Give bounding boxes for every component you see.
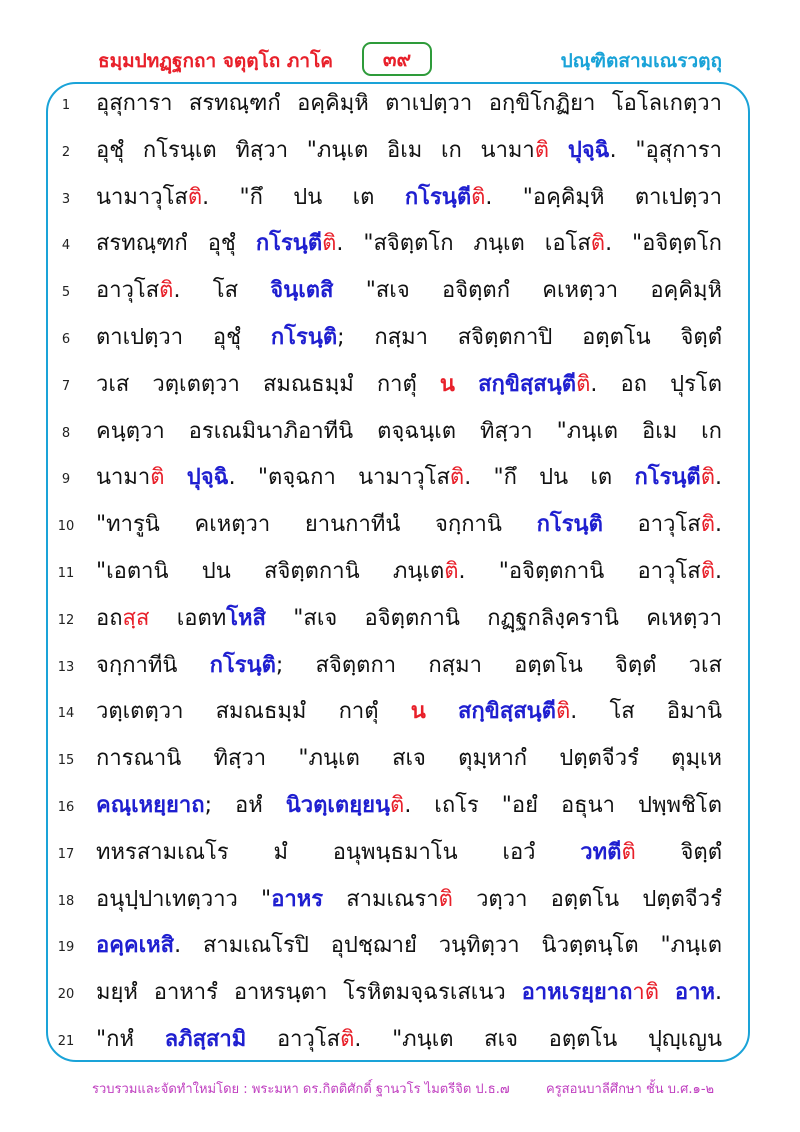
line-number: 8 [61, 425, 71, 441]
text-segment: ตาเปตฺวา อุชุํ [96, 325, 271, 350]
book-title: ธมฺมปทฏฺฐกถา จตุตฺโถ ภาโค [98, 50, 334, 72]
line-text [96, 410, 722, 456]
line-number: 6 [61, 332, 71, 347]
text-line [0, 924, 800, 970]
text-line [0, 410, 800, 456]
story-title: ปณฺฑิตสามเณรวตฺถุ [560, 50, 722, 72]
line-text [96, 503, 722, 549]
line-number: 15 [57, 753, 75, 769]
text-segment: "สเจ อจิตฺตกานิ กฏฺฐกลิงฺครานิ คเหตฺวา [265, 605, 722, 631]
highlight-word: ติ [555, 699, 571, 725]
highlight-word: าติ [632, 980, 660, 1006]
highlight-word: ปุจฺฉิ [186, 465, 229, 491]
line-number: 9 [61, 472, 71, 488]
text-line [0, 269, 800, 315]
text-line [0, 503, 800, 549]
line-text [96, 176, 722, 222]
text-segment: . "กึ ปน เต [202, 184, 405, 210]
line-number: 19 [57, 940, 75, 956]
line-text [96, 550, 722, 596]
text-segment: อนุปฺปาเทตฺวาว " [96, 886, 272, 912]
line-number: 2 [61, 144, 71, 160]
text-segment: . "อจิตฺตโก [605, 231, 722, 257]
line-text [96, 878, 722, 924]
highlight-word: กโรนฺติ [209, 652, 276, 678]
page-number: ๓๙ [362, 42, 432, 76]
highlight-word: ติ [590, 231, 606, 257]
text-line [0, 176, 800, 222]
text-segment: ; กสฺมา สจิตฺตกาปิ อตฺตโน จิตฺตํ [337, 325, 722, 350]
text-segment: สามเณรา [323, 886, 439, 912]
highlight-word: อาหเรยฺยาถ [521, 980, 633, 1006]
text-segment [549, 138, 568, 163]
line-number: 12 [57, 612, 75, 628]
text-segment: . [715, 559, 722, 584]
text-segment: อุชุํ กโรนฺเต ทิสฺวา "ภนฺเต อิเม เก นามา [96, 137, 535, 163]
line-number: 14 [57, 706, 75, 722]
line-text [96, 316, 722, 362]
highlight-word: ลภิสฺสามิ [164, 1027, 247, 1052]
line-text [96, 971, 722, 1017]
highlight-word: ติ [187, 184, 203, 210]
highlight-word: ปุจฺฉิ [567, 137, 610, 163]
highlight-word: วทตี [580, 839, 622, 865]
line-number: 13 [57, 659, 75, 675]
text-segment: . "สจิตฺตโก ภนฺเต เอโส [336, 231, 591, 257]
text-line [0, 737, 800, 783]
text-segment: วตฺวา อตฺตโน ปตฺตจีวรํ [452, 886, 722, 912]
text-segment: จกฺกาทีนิ [96, 652, 210, 678]
text-segment: วเส วตฺเตตฺวา สมณธมฺมํ กาตุํ [96, 371, 440, 397]
text-line [0, 222, 800, 268]
line-text [96, 597, 722, 643]
text-segment [659, 980, 675, 1005]
highlight-word: คณฺเหยฺยาถ [96, 793, 205, 818]
line-number: 20 [57, 987, 75, 1003]
highlight-word: ติ [390, 793, 405, 818]
highlight-word: กโรนฺตี [404, 184, 472, 210]
text-line [0, 456, 800, 502]
text-line [0, 129, 800, 175]
highlight-word: อาห [674, 980, 715, 1006]
text-segment: อาวุโส [96, 278, 160, 304]
line-number: 1 [61, 98, 71, 113]
text-segment: . "ภนฺเต สเจ อตฺตโน ปุญฺเญน [354, 1027, 722, 1052]
highlight-word: ติ [700, 465, 716, 491]
page-header [0, 40, 800, 80]
line-text [96, 784, 722, 830]
text-line [0, 597, 800, 643]
highlight-word: นิวตฺเตยฺยนฺ [285, 793, 391, 818]
highlight-word: อคฺคเหสิ [96, 933, 175, 959]
highlight-word: ติ [438, 886, 453, 912]
highlight-word: น [410, 699, 426, 725]
highlight-word: ติ [700, 512, 715, 538]
text-segment: . [715, 980, 722, 1006]
text-segment [455, 372, 478, 397]
text-line [0, 784, 800, 830]
highlight-word: ติ [322, 231, 337, 257]
text-line [0, 1018, 800, 1064]
text-segment: . โส [173, 278, 271, 304]
line-number: 21 [57, 1034, 75, 1049]
text-segment: ; อหํ [204, 793, 286, 818]
highlight-word: ติ [150, 465, 165, 491]
text-segment: ทหรสามเณโร มํ อนุพนฺธมาโน เอวํ [96, 839, 581, 865]
line-text [96, 222, 722, 268]
line-text [96, 737, 722, 783]
line-number: 3 [61, 191, 71, 207]
text-segment: "เอตานิ ปน สจิตฺตกานิ ภนฺเต [96, 559, 445, 584]
text-segment: "สเจ อจิตฺตกํ คเหตฺวา อคฺคิมฺหิ [333, 278, 722, 304]
text-line [0, 971, 800, 1017]
line-number: 7 [61, 378, 71, 394]
line-number: 10 [57, 519, 75, 535]
line-text [96, 690, 722, 736]
text-segment: ; สจิตฺตกา กสฺมา อตฺตโน จิตฺตํ วเส [275, 652, 722, 678]
highlight-word: ติ [471, 184, 486, 210]
highlight-word: กโรนฺตี [255, 231, 323, 257]
page-footer [0, 1074, 800, 1104]
line-text [96, 924, 722, 970]
line-text [96, 644, 722, 690]
line-number: 11 [57, 566, 75, 581]
text-segment: นามาวุโส [96, 184, 188, 210]
highlight-word: ติ [449, 465, 465, 491]
text-segment: . โส อิมานิ [570, 699, 722, 725]
line-number: 17 [57, 846, 75, 862]
footer-compiler: รวบรวมและจัดทำใหม่โดย : พระมหา ดร.กิตติศักดิ์ ฐานวโร ไมตรีจิต ป.ธ.๗ [92, 1082, 510, 1097]
highlight-word: กโรนฺติ [536, 512, 603, 538]
line-number: 4 [61, 238, 71, 254]
highlight-word: ติ [621, 839, 636, 865]
text-line [0, 363, 800, 409]
highlight-word: สกฺขิสฺสนฺตี [458, 699, 556, 725]
text-line [0, 831, 800, 877]
text-segment: อาวุโส [246, 1027, 341, 1052]
text-line [0, 316, 800, 362]
highlight-word: จินฺเตสิ [270, 278, 334, 304]
text-segment: . "อคฺคิมฺหิ ตาเปตฺวา [485, 184, 722, 210]
text-segment: เอตท [149, 605, 227, 631]
line-number: 16 [57, 800, 75, 815]
text-segment: . "ตจฺฉกา นามาวุโส [228, 465, 450, 491]
text-segment: . "อจิตฺตกานิ อาวุโส [458, 559, 701, 584]
line-text [96, 1018, 722, 1064]
highlight-word: น [439, 371, 455, 397]
text-segment: . เถโร "อยํ อธุนา ปพฺพชิโต [404, 793, 722, 818]
text-segment: วตฺเตตฺวา สมณธมฺมํ กาตุํ [96, 699, 411, 725]
text-segment: จิตฺตํ [635, 839, 722, 865]
line-text [96, 456, 722, 502]
highlight-word: ติ [444, 559, 459, 584]
text-segment: คนฺตฺวา อรเณมินาภิอาทีนิ ตจฺฉนฺเต ทิสฺวา "ภนฺเต อิเม เก [96, 418, 722, 444]
highlight-word: ติ [576, 371, 591, 397]
highlight-word: กโรนฺตี [634, 465, 701, 491]
text-segment: "กหํ [96, 1027, 165, 1052]
line-text [96, 831, 722, 877]
text-line [0, 878, 800, 924]
text-line [0, 644, 800, 690]
text-segment: . [715, 465, 722, 491]
text-segment: มยฺหํ อาหารํ อาหรนฺตา โรหิตมจฺฉรเสเนว [96, 980, 522, 1006]
text-segment: . อถ ปุรโต [590, 371, 722, 397]
text-segment: การณานิ ทิสฺวา "ภนฺเต สเจ ตุมฺหากํ ปตฺตจีวรํ ตุมฺเห [96, 746, 722, 772]
text-segment [165, 465, 187, 490]
text-segment: . สามเณโรปิ อุปชฺฌายํ วนฺทิตฺวา นิวตฺตนฺโต "ภนฺเต [174, 933, 722, 959]
text-segment: นามา [96, 465, 151, 491]
highlight-word: ติ [534, 137, 550, 163]
line-number: 18 [57, 893, 75, 909]
line-text [96, 82, 722, 128]
text-line [0, 690, 800, 736]
highlight-word: สกฺขิสฺสนฺตี [478, 371, 577, 397]
text-line [0, 550, 800, 596]
highlight-word: กโรนฺติ [270, 325, 338, 350]
line-text [96, 269, 722, 315]
highlight-word: โหสิ [226, 605, 266, 631]
highlight-word: ติ [700, 559, 716, 584]
highlight-word: สฺส [122, 605, 150, 631]
line-number: 5 [61, 285, 71, 301]
text-segment: อาวุโส [602, 512, 701, 538]
text-segment [426, 699, 458, 724]
highlight-word: อาหร [271, 886, 324, 912]
text-segment: . "กึ ปน เต [464, 465, 635, 491]
text-line [0, 82, 800, 128]
highlight-word: ติ [159, 278, 174, 304]
line-text [96, 129, 722, 175]
text-segment: . "อุสุการา [609, 137, 722, 163]
text-segment: สรทณฺฑกํ อุชุํ [96, 231, 256, 257]
footer-course: ครูสอนบาลีศึกษา ชั้น บ.ศ.๑-๒ [546, 1082, 715, 1097]
highlight-word: ติ [340, 1027, 355, 1052]
line-text [96, 363, 722, 409]
text-segment: อุสุการา สรทณฺฑกํ อคฺคิมฺหิ ตาเปตฺวา อกฺขิโกฏิยา โอโลเกตฺวา [96, 91, 722, 116]
text-segment: อถ [96, 605, 123, 631]
text-segment: . [715, 512, 722, 538]
text-segment: "ทารูนิ คเหตฺวา ยานกาทีนํ จกฺกานิ [96, 512, 537, 538]
